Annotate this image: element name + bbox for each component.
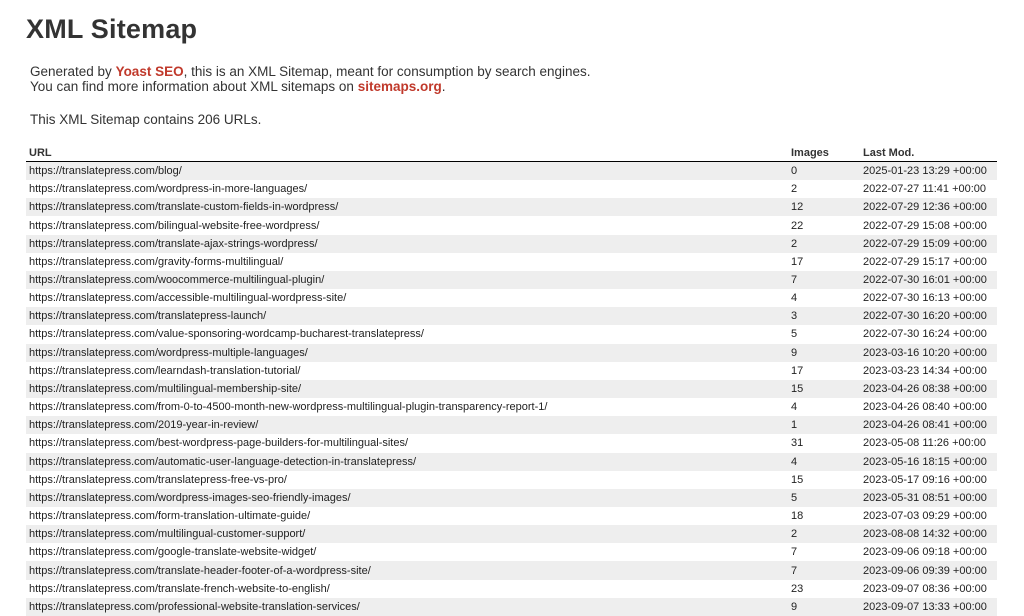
url-cell	[26, 289, 788, 307]
table-header-row	[26, 145, 997, 162]
last-mod-cell: 2023-07-03 09:29 +00:00	[860, 507, 997, 525]
images-cell: 17	[788, 253, 860, 271]
table-row	[26, 598, 997, 616]
images-cell: 4	[788, 398, 860, 416]
url-link[interactable]: https://translatepress.com/blog/	[29, 165, 182, 178]
last-mod-cell: 2023-04-26 08:40 +00:00	[860, 398, 997, 416]
page-title: XML Sitemap	[26, 14, 198, 44]
intro-line-2	[30, 79, 591, 94]
intro-line-1-prefix: Generated by	[30, 64, 116, 79]
url-link[interactable]: https://translatepress.com/multilingual-membership-site/	[29, 382, 302, 395]
url-cell	[26, 471, 788, 489]
url-link[interactable]: https://translatepress.com/wordpress-in-more-languages/	[29, 183, 308, 196]
last-mod-cell: 2025-01-23 13:29 +00:00	[860, 162, 997, 181]
url-cell	[26, 416, 788, 434]
table-row	[26, 216, 997, 234]
images-cell: 3	[788, 307, 860, 325]
url-link[interactable]: https://translatepress.com/wordpress-multiple-languages/	[29, 346, 308, 359]
last-mod-cell: 2023-03-16 10:20 +00:00	[860, 344, 997, 362]
images-cell: 15	[788, 471, 860, 489]
images-cell: 5	[788, 325, 860, 343]
last-mod-cell: 2022-07-30 16:01 +00:00	[860, 271, 997, 289]
table-row	[26, 180, 997, 198]
url-link[interactable]: https://translatepress.com/google-translate-website-widget/	[29, 546, 317, 559]
url-link[interactable]: https://translatepress.com/from-0-to-4500-month-new-wordpress-multilingual-plugin-transparency-report-1/	[29, 401, 548, 414]
url-link[interactable]: https://translatepress.com/automatic-user-language-detection-in-translatepress/	[29, 455, 417, 468]
last-mod-cell: 2023-09-06 09:39 +00:00	[860, 561, 997, 579]
table-row	[26, 416, 997, 434]
url-cell	[26, 543, 788, 561]
url-cell	[26, 235, 788, 253]
table-row	[26, 344, 997, 362]
url-cell	[26, 380, 788, 398]
last-mod-cell: 2022-07-30 16:13 +00:00	[860, 289, 997, 307]
header-url: URL	[26, 145, 788, 162]
last-mod-cell: 2022-07-29 12:36 +00:00	[860, 198, 997, 216]
last-mod-cell: 2023-09-07 08:36 +00:00	[860, 580, 997, 598]
url-link[interactable]: https://translatepress.com/2019-year-in-review/	[29, 419, 259, 432]
intro-text	[30, 64, 591, 94]
last-mod-cell: 2022-07-27 11:41 +00:00	[860, 180, 997, 198]
last-mod-cell: 2023-04-26 08:41 +00:00	[860, 416, 997, 434]
images-cell: 4	[788, 453, 860, 471]
table-row	[26, 362, 997, 380]
intro-line-1-suffix: , this is an XML Sitemap, meant for consumption by search engines.	[183, 64, 591, 79]
images-cell: 1	[788, 416, 860, 434]
url-cell	[26, 598, 788, 616]
url-link[interactable]: https://translatepress.com/form-translation-ultimate-guide/	[29, 510, 311, 523]
url-link[interactable]: https://translatepress.com/multilingual-customer-support/	[29, 528, 306, 541]
table-row	[26, 525, 997, 543]
sitemaps-org-link[interactable]: sitemaps.org	[357, 79, 442, 94]
table-body	[26, 162, 997, 616]
table-row	[26, 380, 997, 398]
images-cell: 4	[788, 289, 860, 307]
sitemap-table	[26, 145, 997, 616]
url-link[interactable]: https://translatepress.com/translate-header-footer-of-a-wordpress-site/	[29, 564, 371, 577]
header-images: Images	[788, 145, 860, 162]
url-link[interactable]: https://translatepress.com/professional-website-translation-services/	[29, 600, 360, 613]
url-link[interactable]: https://translatepress.com/translatepress-launch/	[29, 310, 267, 323]
images-cell: 7	[788, 561, 860, 579]
url-cell	[26, 489, 788, 507]
url-link[interactable]: https://translatepress.com/best-wordpress-page-builders-for-multilingual-sites/	[29, 437, 409, 450]
last-mod-cell: 2022-07-29 15:08 +00:00	[860, 216, 997, 234]
intro-line-2-suffix: .	[441, 79, 446, 94]
table-row	[26, 289, 997, 307]
url-cell	[26, 398, 788, 416]
last-mod-cell: 2023-05-16 18:15 +00:00	[860, 453, 997, 471]
url-link[interactable]: https://translatepress.com/wordpress-images-seo-friendly-images/	[29, 491, 351, 504]
last-mod-cell: 2022-07-30 16:24 +00:00	[860, 325, 997, 343]
intro-line-1	[30, 64, 591, 79]
url-cell	[26, 507, 788, 525]
intro-line-2-prefix: You can find more information about XML sitemaps on	[30, 79, 358, 94]
table-row	[26, 543, 997, 561]
url-cell	[26, 162, 788, 181]
images-cell: 17	[788, 362, 860, 380]
images-cell: 18	[788, 507, 860, 525]
images-cell: 22	[788, 216, 860, 234]
url-link[interactable]: https://translatepress.com/woocommerce-multilingual-plugin/	[29, 274, 325, 287]
header-last-mod: Last Mod.	[860, 145, 997, 162]
table-row	[26, 507, 997, 525]
table-row	[26, 271, 997, 289]
url-cell	[26, 307, 788, 325]
url-cell	[26, 198, 788, 216]
url-cell	[26, 561, 788, 579]
table-row	[26, 307, 997, 325]
table-row	[26, 398, 997, 416]
table-row	[26, 235, 997, 253]
url-link[interactable]: https://translatepress.com/translatepress-free-vs-pro/	[29, 473, 287, 486]
last-mod-cell: 2023-05-31 08:51 +00:00	[860, 489, 997, 507]
url-cell	[26, 180, 788, 198]
last-mod-cell: 2023-09-06 09:18 +00:00	[860, 543, 997, 561]
last-mod-cell: 2022-07-29 15:09 +00:00	[860, 235, 997, 253]
last-mod-cell: 2022-07-30 16:20 +00:00	[860, 307, 997, 325]
table-row	[26, 325, 997, 343]
images-cell: 23	[788, 580, 860, 598]
last-mod-cell: 2022-07-29 15:17 +00:00	[860, 253, 997, 271]
images-cell: 15	[788, 380, 860, 398]
table-row	[26, 453, 997, 471]
url-cell	[26, 216, 788, 234]
url-cell	[26, 253, 788, 271]
images-cell: 31	[788, 434, 860, 452]
images-cell: 7	[788, 543, 860, 561]
url-cell	[26, 434, 788, 452]
last-mod-cell: 2023-05-08 11:26 +00:00	[860, 434, 997, 452]
last-mod-cell: 2023-03-23 14:34 +00:00	[860, 362, 997, 380]
images-cell: 2	[788, 525, 860, 543]
images-cell: 2	[788, 235, 860, 253]
images-cell: 5	[788, 489, 860, 507]
url-link[interactable]: https://translatepress.com/translate-french-website-to-english/	[29, 582, 330, 595]
images-cell: 0	[788, 162, 860, 181]
images-cell: 7	[788, 271, 860, 289]
url-link[interactable]: https://translatepress.com/translate-custom-fields-in-wordpress/	[29, 201, 339, 214]
url-link[interactable]: https://translatepress.com/learndash-translation-tutorial/	[29, 364, 301, 377]
last-mod-cell: 2023-09-07 13:33 +00:00	[860, 598, 997, 616]
url-cell	[26, 362, 788, 380]
table-row	[26, 198, 997, 216]
url-cell	[26, 325, 788, 343]
last-mod-cell: 2023-08-08 14:32 +00:00	[860, 525, 997, 543]
url-cell	[26, 344, 788, 362]
images-cell: 9	[788, 598, 860, 616]
url-link[interactable]: https://translatepress.com/translate-ajax-strings-wordpress/	[29, 237, 318, 250]
table-row	[26, 580, 997, 598]
url-cell	[26, 271, 788, 289]
url-link[interactable]: https://translatepress.com/bilingual-website-free-wordpress/	[29, 219, 320, 232]
last-mod-cell: 2023-05-17 09:16 +00:00	[860, 471, 997, 489]
table-row	[26, 253, 997, 271]
url-cell	[26, 453, 788, 471]
url-link[interactable]: https://translatepress.com/gravity-forms-multilingual/	[29, 255, 284, 268]
table-row	[26, 489, 997, 507]
table-row	[26, 471, 997, 489]
yoast-seo-link[interactable]: Yoast SEO	[115, 64, 184, 79]
table-row	[26, 561, 997, 579]
images-cell: 2	[788, 180, 860, 198]
table-row	[26, 162, 997, 181]
url-cell	[26, 525, 788, 543]
url-cell	[26, 580, 788, 598]
images-cell: 9	[788, 344, 860, 362]
url-link[interactable]: https://translatepress.com/value-sponsoring-wordcamp-bucharest-translatepress/	[29, 328, 424, 341]
url-link[interactable]: https://translatepress.com/accessible-multilingual-wordpress-site/	[29, 292, 347, 305]
last-mod-cell: 2023-04-26 08:38 +00:00	[860, 380, 997, 398]
images-cell: 12	[788, 198, 860, 216]
url-count-text: This XML Sitemap contains 206 URLs.	[30, 112, 262, 127]
table-row	[26, 434, 997, 452]
